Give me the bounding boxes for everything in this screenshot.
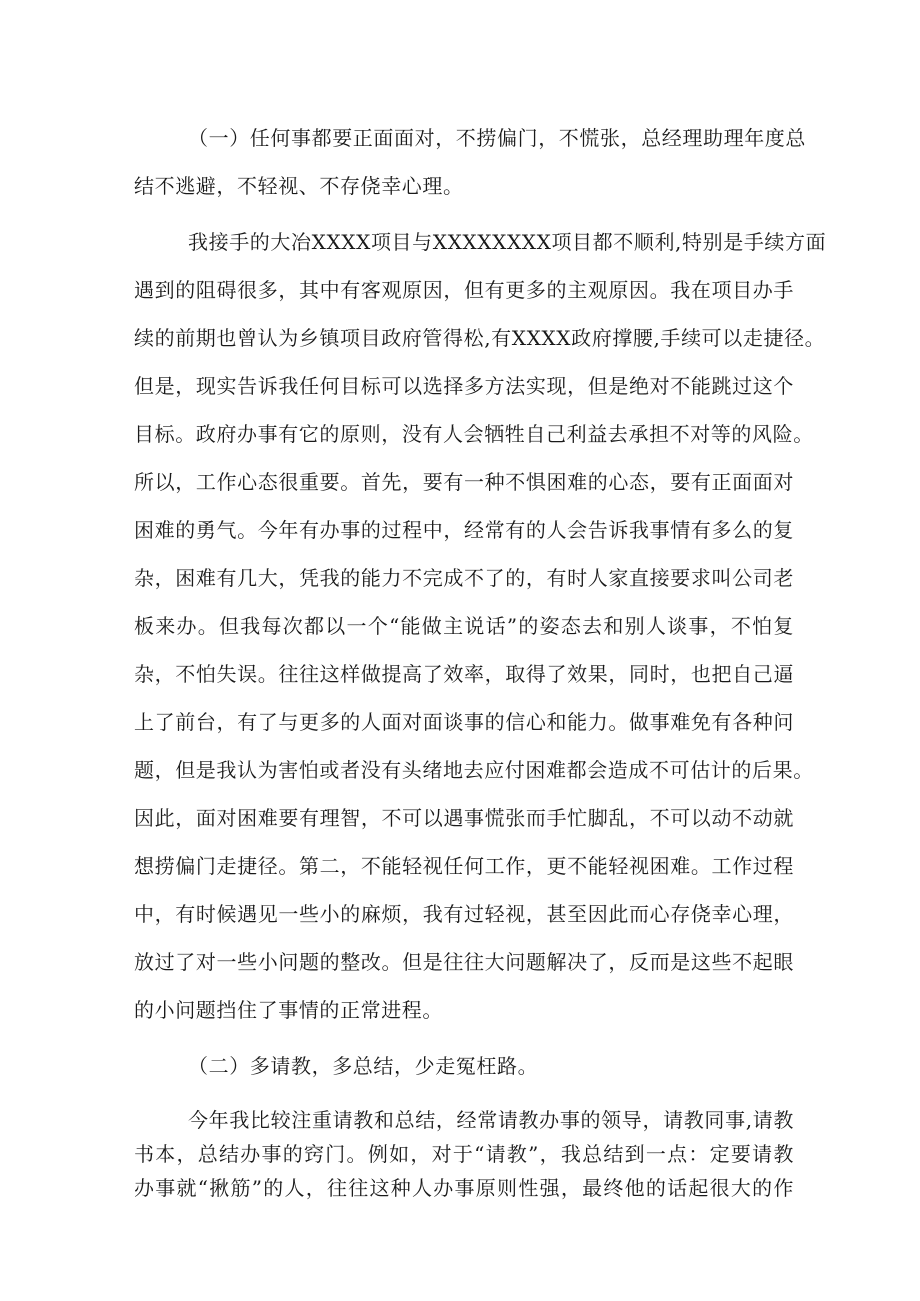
section1-body-line-10: 杂，不怕失误。往往这样做提高了效率，取得了效果，同时，也把自己逼 (134, 662, 794, 686)
section1-body-line-6: 所以，工作心态很重要。首先，要有一种不惧困难的心态，要有正面面对 (134, 470, 794, 494)
section1-body-line-4: 但是，现实告诉我任何目标可以选择多方法实现，但是绝对不能跳过这个 (134, 374, 794, 398)
section1-body-line-9: 板来办。但我每次都以一个“能做主说话”的姿态去和别人谈事，不怕复 (134, 614, 794, 638)
section1-heading-line-1: （一）任何事都要正面面对，不捞偏门，不慌张，总经理助理年度总 (188, 126, 806, 150)
section1-heading-line-2: 结不逃避，不轻视、不存侥幸心理。 (134, 174, 464, 198)
section1-body-line-5: 目标。政府办事有它的原则，没有人会牺牲自己利益去承担不对等的风险。 (134, 422, 814, 446)
section1-body-line-15: 中，有时候遇见一些小的麻烦，我有过轻视，甚至因此而心存侥幸心理， (134, 902, 794, 926)
section2-body-line-2: 书本，总结办事的窍门。例如，对于“请教”，我总结到一点：定要请教 (134, 1142, 794, 1166)
section1-body-line-14: 想捞偏门走捷径。第二，不能轻视任何工作，更不能轻视困难。工作过程 (134, 854, 794, 878)
section1-body-line-3: 续的前期也曾认为乡镇项目政府管得松,有XXXX政府撑腰,手续可以走捷径。 (134, 326, 826, 350)
section1-body-line-13: 因此，面对困难要有理智，不可以遇事慌张而手忙脚乱，不可以动不动就 (134, 806, 794, 830)
section1-body-line-7: 困难的勇气。今年有办事的过程中，经常有的人会告诉我事情有多么的复 (134, 518, 794, 542)
section1-body-line-11: 上了前台，有了与更多的人面对面谈事的信心和能力。做事难免有各种问 (134, 710, 794, 734)
section2-heading-line-1: （二）多请教，多总结，少走冤枉路。 (188, 1054, 539, 1078)
section2-body-line-1: 今年我比较注重请教和总结，经常请教办事的领导，请教同事,请教 (188, 1108, 794, 1132)
section1-body-line-8: 杂，困难有几大，凭我的能力不完成不了的，有时人家直接要求叫公司老 (134, 566, 794, 590)
section1-body-line-17: 的小问题挡住了事情的正常进程。 (134, 998, 443, 1022)
section2-body-line-3: 办事就“揪筋”的人，往往这种人办事原则性强，最终他的话起很大的作 (134, 1176, 794, 1200)
section1-body-line-2: 遇到的阻碍很多，其中有客观原因，但有更多的主观原因。我在项目办手 (134, 278, 794, 302)
section1-body-line-12: 题，但是我认为害怕或者没有头绪地去应付困难都会造成不可估计的后果。 (134, 758, 814, 782)
section1-body-line-1: 我接手的大冶XXXX项目与XXXXXXXX项目都不顺利,特别是手续方面 (188, 230, 827, 254)
section1-body-line-16: 放过了对一些小问题的整改。但是往往大问题解决了，反而是这些不起眼 (134, 950, 794, 974)
